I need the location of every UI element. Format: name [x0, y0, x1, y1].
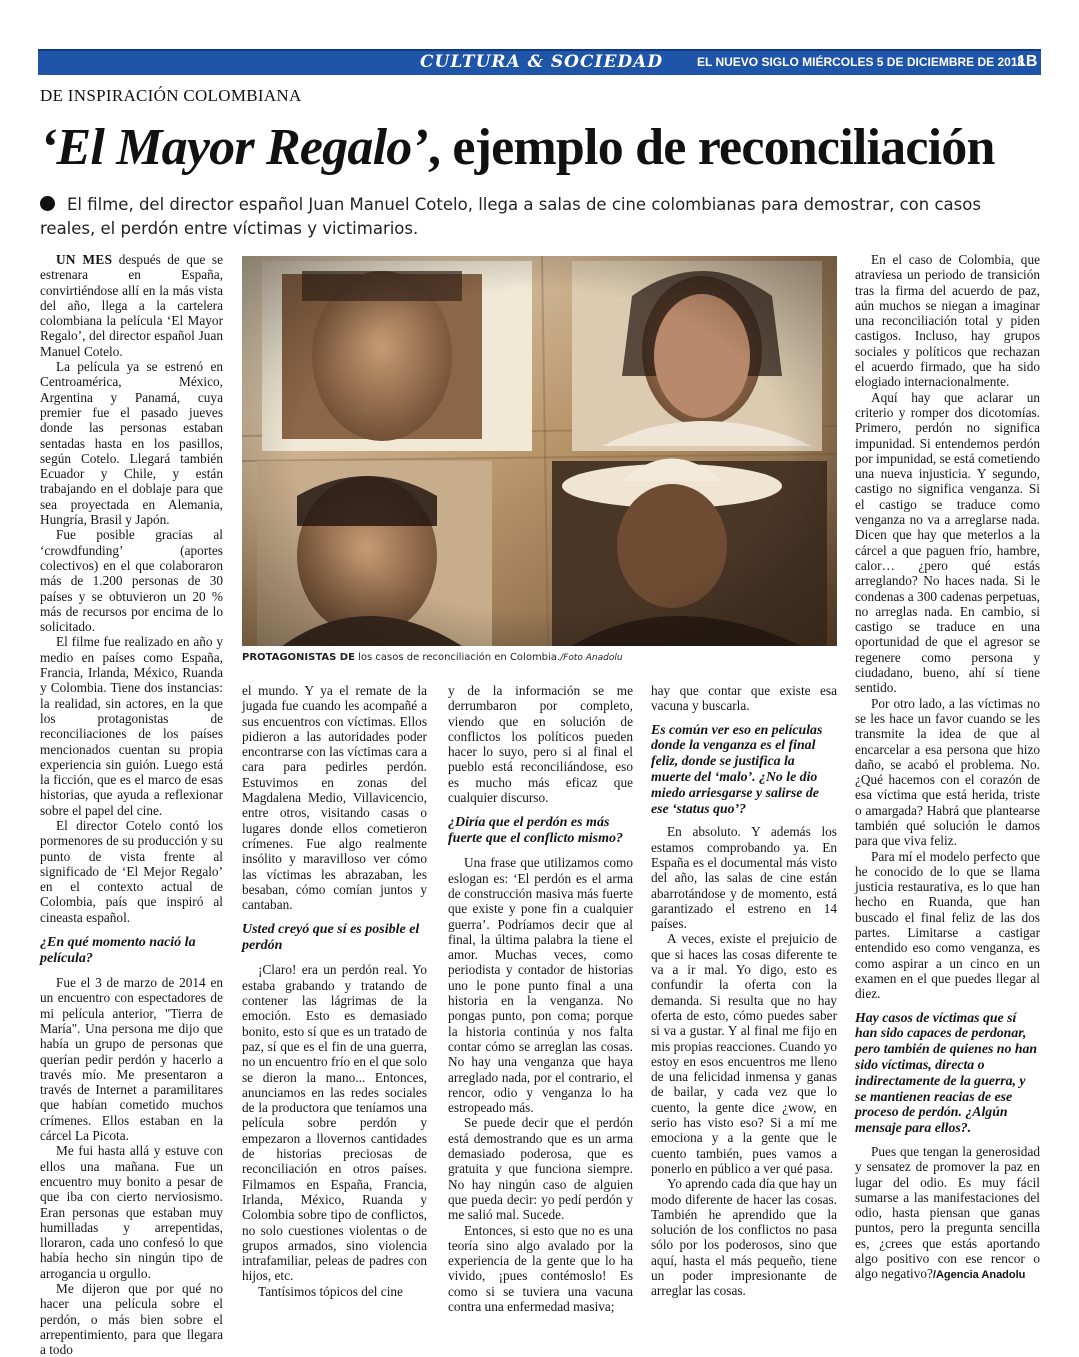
photo-collage-graphic [242, 256, 837, 646]
dateline: EL NUEVO SIGLO MIÉRCOLES 5 DE DICIEMBRE DE 2018 [697, 55, 1025, 69]
paragraph: Una frase que utilizamos como eslogan es: ‘El perdón es el arma de construcción masiva más fuerte que existe y pone fin a cualquier guerra’. Podríamos decir que al final, la última palabra la tiene el amor. Muchas veces, como periodista y contador de historias uno le pone punto final a una historia en la venganza. No pongas punto, pon coma; porque la historia continúa y nos falta contar cómo se arreglan las cosas. No hay una venganza que haya arreglado nada, por el contrario, el rencor, odio y venganza lo ha estropeado más. [448, 855, 633, 1116]
paragraph: Aquí hay que aclarar un criterio y romper dos dicotomías. Primero, perdón no significa impunidad. Si entendemos perdón por impunidad, se está cometiendo una nueva injusticia. Y segundo, castigo no significa venganza. Si el castigo se traduce como venganza no va a arreglarse nada. Dicen que hay que meterlos a la cárcel a que paguen frío, hambre, calor… ¿pero qué estás arreglando? No haces nada. Si le condenas a 300 cadenas perpetuas, no arreglas nada. En cambio, si castigo se traduce en una oportunidad de que el agresor se regenere como persona y ciudadano, bueno, ahí sí tiene sentido. [855, 389, 1041, 696]
page-number: 1B [1017, 53, 1038, 70]
text-column-4 [651, 683, 837, 1303]
interview-question: ¿En qué momento nació la película? [40, 935, 196, 967]
paragraph: hay que contar que existe esa vacuna y buscarla. [651, 683, 837, 714]
paragraph: Me dijeron que por qué no hacer una película sobre el perdón, o más bien sobre el arrepentimiento, para que llegara a todo [40, 1281, 223, 1357]
headline-rest: , ejemplo de reconciliación [427, 119, 995, 176]
closing-paragraph-text: Pues que tengan la generosidad y sensatez de promover la paz en lugar del odio. Es muy fácil sumarse a las manifestaciones del odio, hasta piensan que ganas puntos, pero la pregunta sencilla es, ¿crees que estás aportando algo positivo con ese rencor o algo negativo? [855, 1143, 1040, 1282]
article-headline [40, 115, 1050, 181]
subhead-text: El filme, del director español Juan Manuel Cotelo, llega a salas de cine colombianas para demostrar, con casos reales, el perdón entre víctimas y victimarios. [40, 195, 981, 238]
paragraph: Por otro lado, a las víctimas no se les hace un favor cuando se les transmite la idea de que al encarcelar a esa persona que hizo daño, se acabó el problema. No. ¿Qué hacemos con el corazón de esa víctima que está herida, triste o amargada? Habrá que plantearse también qué solución le damos para que viva feliz. [855, 695, 1040, 849]
paragraph: Se puede decir que el perdón está demostrando que es un arma demasiado poderosa, que es gratuita y que funciona siempre. No hay ningún caso de alguien que pueda decir: yo pedí perdón y me salió mal. Sucede. [448, 1115, 633, 1223]
paragraph: El filme fue realizado en año y medio en países como España, Francia, Irlanda, México, Ruanda y Colombia. Tiene dos instancias: la realidad, sin actores, en la que los protagonistas de reconciliaciones de los países mencionados cuentan su propia experiencia sin guión. Luego está la ficción, que es el marco de esas historias, que ayuda a reflexionar sobre el papel del cine. [40, 634, 223, 818]
protagonists-photo-collage [242, 256, 837, 646]
headline-film-title: ‘El Mayor Regalo’ [40, 119, 428, 176]
paragraph [40, 252, 223, 359]
caption-text: los casos de reconciliación en Colombia. [354, 652, 561, 663]
paragraph: ¡Claro! era un perdón real. Yo estaba grabando y tratando de contener las lágrimas de la emoción. Esto es demasiado bonito, esto sí que es un tratado de paz, sí que es el fin de una guerra, no un encuentro frío en el que solo se dieron la mano... Entonces, anunciamos en las redes sociales de la productora que teníamos una película sobre perdón y empezaron a llovernos cantidades de historias preciosas de reconciliación en otros países. Filmamos en España, Francia, Irlanda, México, Ruanda y Colombia sobre tipo de conflictos, no solo cuestiones violentas o de grupos armados, sino violencia intrafamiliar, peleas de padres con hijos, etc. [242, 962, 427, 1284]
paragraph: Tantísimos tópicos del cine [258, 1283, 403, 1299]
paragraph: Fue el 3 de marzo de 2014 en un encuentro con espectadores de mi película anterior, "Tierra de María". Una persona me dijo que había un grupo de personas que querían pedir perdón y hacerlo a través mío. Me presentaron a través de Internet a paramilitares que habían cometido muchos crímenes. Ellos estaban en la cárcel La Picota. [40, 975, 223, 1144]
article-kicker: DE INSPIRACIÓN COLOMBIANA [40, 86, 302, 105]
interview-question: ¿Diría que el perdón es más fuerte que el conflicto mismo? [448, 815, 623, 847]
paragraph: El director Cotelo contó los pormenores de su producción y su punto de vista frente al significado de ‘El Mejor Regalo’ en el contexto actual de Colombia, país que inspiró al cineasta español. [40, 817, 223, 925]
section-title: CULTURA & SOCIEDAD [420, 52, 664, 72]
caption-lead: PROTAGONISTAS DE [242, 652, 355, 663]
paragraph: y de la información se me derrumbaron por completo, viendo que en solución de conflictos los políticos pueden hacer lo suyo, pero si al final el pueblo está reconciliándose, eso es mucho más eficaz que cualquier discurso. [448, 683, 633, 806]
lead-paragraph-text: después de que se estrenara en España, convirtiéndose allí en la más vista del año, llega a la cartelera colombiana la película ‘El Mayor Regalo’, del director español Juan Manuel Cotelo. [40, 252, 223, 359]
paragraph: En el caso de Colombia, que atraviesa un periodo de transición tras la firma del acuerdo de paz, aún muchos se niegan a imaginar una reconciliación total y piden castigos. Incluso, hay grupos sociales y políticos que rechazan el acuerdo firmado, que ha sido elogiado internacionalmente. [855, 252, 1040, 390]
text-column-5 [855, 252, 1040, 1302]
paragraph: A veces, existe el prejuicio de que si haces las cosas diferente te va a ir mal. Yo digo, esto es confundir la oferta con la demanda. Si resulta que no hay oferta de esto, cómo puedes saber si va a gustar. Y al final me fijo en mis propias reacciones. Cuando yo estoy en esos encuentros me lleno de una felicidad inmensa y ganas de bailar, y cada vez que lo cuento, la gente dice ¿wow, en serio has visto eso? Si a mí me emociona y a la gente que le cuento también, pues vamos a ponerlo en público a ver qué pasa. [651, 931, 837, 1176]
paragraph: Entonces, si esto que no es una teoría sino algo avalado por la experiencia de la gente que lo ha vivido, ¡pues contémoslo! Es como si se tuviera una vacuna contra una enfermedad masiva; [448, 1222, 633, 1314]
interview-question: Usted creyó que sí es posible el perdón [242, 922, 420, 954]
text-column-2 [242, 683, 427, 1303]
article-subhead [40, 193, 1040, 241]
paragraph: Fue posible gracias al ‘crowdfunding’ (aportes colectivos) en el que colaboraron más de 1.200 personas de 30 países y se obtuvieron un 20 % más de recursos por encima de lo solicitado. [40, 527, 223, 635]
paragraph: La película ya se estrenó en Centroamérica, México, Argentina y Panamá, cuya premier fue el pasado jueves donde las personas estaban sentadas hasta en los pasillos, según Cotelo. Llegará también Ecuador y Chile, y están trabajando en el doblaje para que sea proyectada en Alemania, Hungría, Brasil y Japón. [40, 359, 223, 528]
text-column-3 [448, 683, 633, 1314]
paragraph: el mundo. Y ya el remate de la jugada fue cuando les acompañé a sus encuentros con víctimas. Ellos pidieron a las autoridades poder encontrarse con las víctimas cara a cara para pedirles perdón. Estuvimos en zonas del Magdalena Medio, Villavicencio, entre otros, visitando casas o lugares donde ellos cometieron crímenes. Fue algo realmente insólito y maravilloso ver cómo las víctimas les abrazaban, les besaban, cómo comían juntos y cantaban. [242, 683, 427, 913]
paragraph [855, 1144, 1040, 1284]
paragraph: Yo aprendo cada día que hay un modo diferente de hacer las cosas. También he aprendido que la solución de los conflictos no pasa sólo por los poderosos, sino que aquí, hasta el más pequeño, tiene un poder impresionante de arreglar las cosas. [651, 1176, 837, 1299]
bullet-dot-icon [40, 196, 55, 211]
paragraph: Me fui hasta allá y estuve con ellos una mañana. Fue un encuentro muy bonito a pesar de que iba con cierto nerviosismo. Eran personas que estaban muy humilladas y arrepentidas, lloraron, cada uno confesó lo que había hecho sin ningún tipo de arrogancia u orgullo. [40, 1143, 223, 1281]
text-column-1 [40, 252, 223, 1357]
interview-question: Hay casos de víctimas que sí han sido capaces de perdonar, pero también de quienes no han sido víctimas, directa o indirectamente de la guerra, y se mantienen reacias de ese proceso de perdón. ¿Algún mensaje para ellos?. [855, 1009, 1038, 1136]
lead-in: UN MES [56, 252, 113, 267]
agency-signature: /Agencia Anadolu [932, 1269, 1026, 1282]
paragraph: Para mí el modelo perfecto que he conocido de lo que se llama justicia restaurativa, es lo que han hecho en Ruanda, que han buscado el final feliz de las dos partes. Limitarse a castigar entendido eso como venganza, es como aspirar a un cinco en un examen en el que puedes llegar al diez. [855, 848, 1040, 1002]
paragraph: En absoluto. Y además los estamos comprobando ya. En España es el documental más visto del año, las salas de cine están abarrotándose y de momento, está garantizado el estreno en 14 países. [651, 824, 837, 932]
photo-credit: /Foto Anadolu [560, 653, 623, 663]
interview-question: Es común ver eso en películas donde la venganza es el final feliz, donde se justifica la muerte del ‘malo’. ¿No le dio miedo arriesgarse y salirse de ese ‘status quo’? [651, 721, 823, 816]
photo-caption [242, 652, 837, 663]
